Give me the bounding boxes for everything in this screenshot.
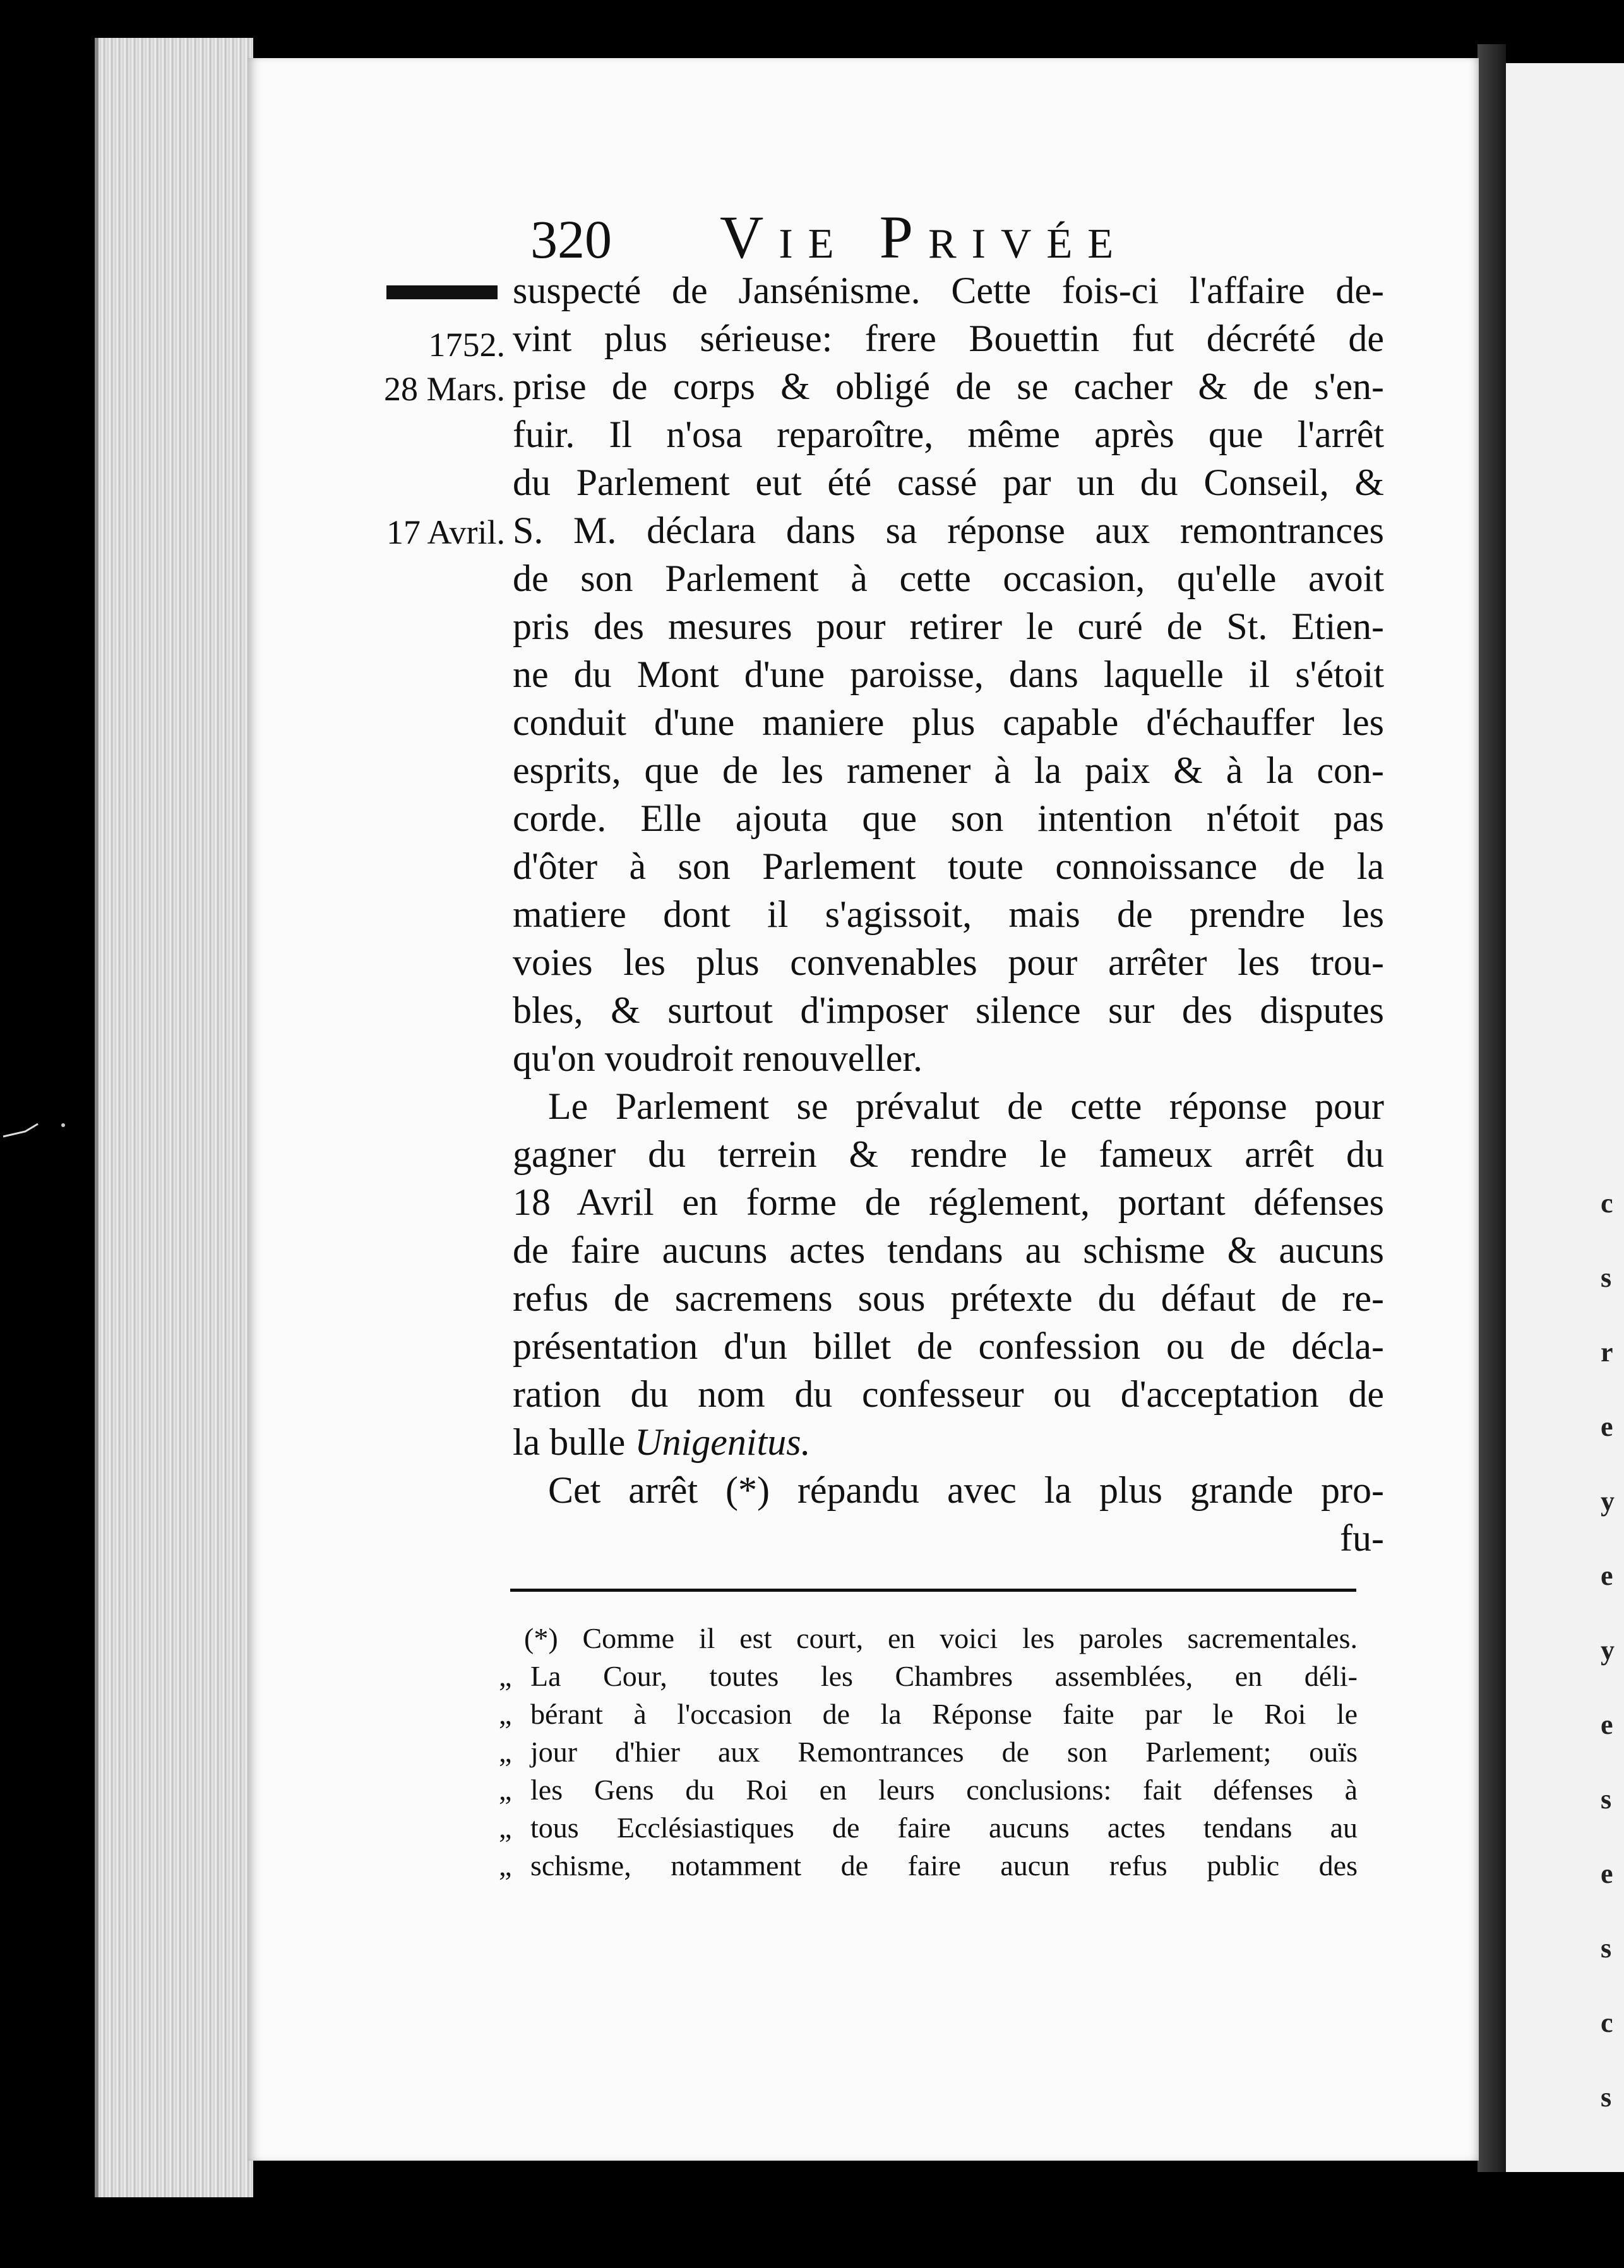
- text-line: corde. Elle ajouta que son intention n'étoit pas: [513, 797, 1384, 839]
- facing-page-fragment: s: [1601, 1262, 1612, 1293]
- footnote-line: [499, 1847, 1358, 1885]
- text-line: refus de sacremens sous prétexte du défaut de re-: [513, 1277, 1384, 1319]
- text-line: d'ôter à son Parlement toute connoissance de la: [513, 845, 1384, 887]
- text-line: de son Parlement à cette occasion, qu'elle avoit: [513, 558, 1384, 599]
- facing-page-fragment: c: [1601, 2007, 1613, 2038]
- quote-mark: „: [499, 1811, 512, 1844]
- quote-mark: „: [499, 1849, 512, 1882]
- text-line: esprits, que de les ramener à la paix & à la con-: [513, 749, 1384, 791]
- text-line: [513, 1418, 1384, 1466]
- text-line: bles, & surtout d'imposer silence sur des disputes: [513, 989, 1384, 1031]
- text-line: présentation d'un billet de confession ou de décla-: [513, 1325, 1384, 1367]
- facing-page-fragment: s: [1601, 1784, 1612, 1815]
- quote-mark: „: [499, 1698, 512, 1730]
- margin-note-date-mars: 28 Mars.: [384, 370, 505, 408]
- margin-note-date-avril: 17 Avril.: [386, 513, 505, 551]
- text-fragment: la bulle: [513, 1421, 635, 1463]
- quote-mark: „: [499, 1774, 512, 1806]
- text-line: prise de corps & obligé de se cacher & de s'en-: [513, 366, 1384, 407]
- text-line: du Parlement eut été cassé par un du Conseil, &: [513, 462, 1384, 503]
- facing-page-fragment: y: [1601, 1635, 1615, 1666]
- text-line: vint plus sérieuse: frere Bouettin fut décrété de: [513, 318, 1384, 359]
- text-line: 18 Avril en forme de réglement, portant défenses: [513, 1181, 1384, 1223]
- quote-mark: „: [499, 1736, 512, 1768]
- catchword: fu-: [1340, 1517, 1384, 1559]
- facing-page-fragment: r: [1601, 1337, 1613, 1368]
- facing-page-edge: [1506, 63, 1624, 2172]
- footnote-text: jour d'hier aux Remontrances de son Parlement; ouïs: [530, 1736, 1358, 1768]
- text-line: suspecté de Jansénisme. Cette fois-ci l'affaire de-: [513, 270, 1384, 311]
- facing-page-fragment: e: [1601, 1560, 1613, 1591]
- running-title: Vie Privée: [720, 203, 1129, 271]
- footnote-text: schisme, notamment de faire aucun refus public des: [530, 1849, 1358, 1882]
- text-line: matiere dont il s'agissoit, mais de prendre les: [513, 893, 1384, 935]
- margin-rule: [386, 285, 498, 299]
- facing-page-fragment: c: [1601, 1188, 1613, 1219]
- text-line: pris des mesures pour retirer le curé de St. Etien-: [513, 606, 1384, 647]
- text-line: Le Parlement se prévalut de cette réponse pour: [548, 1085, 1384, 1127]
- footnote-text: La Cour, toutes les Chambres assemblées, en déli-: [530, 1660, 1358, 1692]
- quote-mark: „: [499, 1660, 512, 1692]
- footnote-line: [499, 1809, 1358, 1847]
- margin-note-year: 1752.: [428, 326, 505, 364]
- footnote-text: les Gens du Roi en leurs conclusions: fait défenses à: [530, 1774, 1358, 1806]
- footnote-text: bérant à l'occasion de la Réponse faite par le Roi le: [530, 1698, 1358, 1730]
- text-line: ration du nom du confesseur ou d'acceptation de: [513, 1373, 1384, 1415]
- text-line: de faire aucuns actes tendans au schisme & aucuns: [513, 1229, 1384, 1271]
- text-line: qu'on voudroit renouveller.: [513, 1037, 923, 1079]
- text-line: Cet arrêt (*) répandu avec la plus grande pro-: [548, 1469, 1384, 1511]
- facing-page-fragment: y: [1601, 1486, 1615, 1517]
- text-line: S. M. déclara dans sa réponse aux remontrances: [513, 510, 1384, 551]
- footnote-line: [499, 1771, 1358, 1809]
- footnote-line: (*) Comme il est court, en voici les paroles sacrementales.: [524, 1622, 1358, 1654]
- text-line: gagner du terrein & rendre le fameux arrêt du: [513, 1133, 1384, 1175]
- footnote: [499, 1620, 1358, 1885]
- facing-page-fragment: s: [1601, 1933, 1612, 1964]
- footnote-text: tous Ecclésiastiques de faire aucuns actes tendans au: [530, 1811, 1358, 1844]
- page-number: 320: [530, 209, 612, 270]
- footnote-line: [499, 1657, 1358, 1695]
- stacked-page-edges: [95, 38, 253, 2197]
- body-text: [513, 266, 1384, 1562]
- facing-page-fragment: e: [1601, 1858, 1613, 1889]
- facing-page-fragment: s: [1601, 2082, 1612, 2113]
- footnote-line: [499, 1695, 1358, 1733]
- italic-title: Unigenitus.: [635, 1421, 811, 1463]
- text-line: fuir. Il n'osa reparoître, même après que l'arrêt: [513, 414, 1384, 455]
- text-line: voies les plus convenables pour arrêter les trou-: [513, 941, 1384, 983]
- facing-page-fragment: e: [1601, 1411, 1613, 1442]
- facing-page-fragment: e: [1601, 1709, 1613, 1740]
- footnote-line: [499, 1733, 1358, 1771]
- scan-mark: [0, 1118, 76, 1143]
- footnote-rule: [510, 1589, 1356, 1592]
- book-gutter: [1478, 44, 1506, 2172]
- text-line: ne du Mont d'une paroisse, dans laquelle il s'étoit: [513, 654, 1384, 695]
- page-header: [530, 202, 1212, 271]
- text-line: conduit d'une maniere plus capable d'échauffer les: [513, 701, 1384, 743]
